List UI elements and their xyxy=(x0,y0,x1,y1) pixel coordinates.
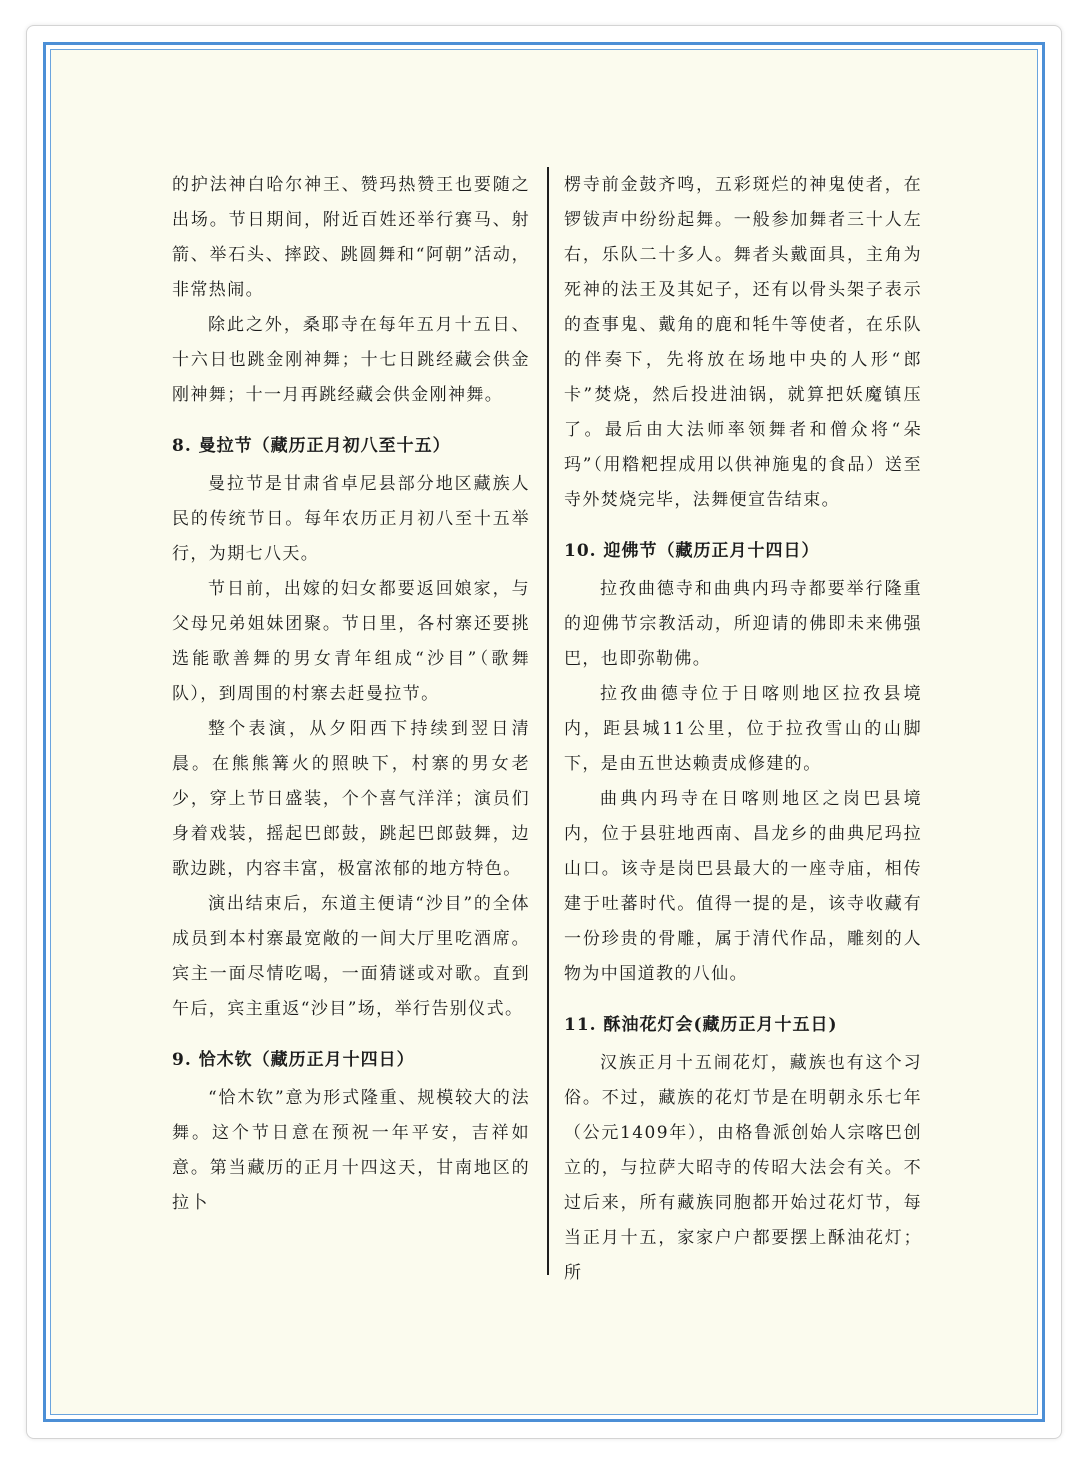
section-heading-10: 10. 迎佛节（藏历正月十四日） xyxy=(564,541,820,561)
left-paragraph-7: “恰木钦”意为形式隆重、规模较大的法舞。这个节日意在预祝一年平安，吉祥如意。第当藏历的正月十四这天，甘南地区的拉卜 xyxy=(172,1088,530,1213)
right-paragraph-2: 拉孜曲德寺和曲典内玛寺都要举行隆重的迎佛节宗教活动，所迎请的佛即未来佛强巴，也即弥勒佛。 xyxy=(564,579,922,669)
section-heading-11: 11. 酥油花灯会(藏历正月十五日) xyxy=(564,1015,838,1035)
left-paragraph-5: 整个表演，从夕阳西下持续到翌日清晨。在熊熊篝火的照映下，村寨的男女老少，穿上节日盛装，个个喜气洋洋；演员们身着戏装，摇起巴郎鼓，跳起巴郎鼓舞，边歌边跳，内容丰富，极富浓郁的地方特色。 xyxy=(172,719,530,879)
column-divider xyxy=(547,167,549,1275)
section-heading-9: 9. 恰木钦（藏历正月十四日） xyxy=(172,1050,415,1070)
left-paragraph-6: 演出结束后，东道主便请“沙目”的全体成员到本村寨最宽敞的一间大厅里吃酒席。宾主一面尽情吃喝，一面猜谜或对歌。直到午后，宾主重返“沙目”场，举行告别仪式。 xyxy=(172,894,530,1019)
right-column xyxy=(564,168,922,1291)
right-paragraph-5: 汉族正月十五闹花灯，藏族也有这个习俗。不过，藏族的花灯节是在明朝永乐七年（公元1409年），由格鲁派创始人宗喀巴创立的，与拉萨大昭寺的传昭大法会有关。不过后来，所有藏族同胞都开始过花灯节，每当正月十五，家家户户都要摆上酥油花灯；所 xyxy=(564,1053,922,1283)
right-paragraph-1: 楞寺前金鼓齐鸣，五彩斑烂的神鬼使者，在锣钹声中纷纷起舞。一般参加舞者三十人左右，乐队二十多人。舞者头戴面具，主角为死神的法王及其妃子，还有以骨头架子表示的查事鬼、戴角的鹿和牦牛等使者，在乐队的伴奏下，先将放在场地中央的人形“郎卡”焚烧，然后投进油锅，就算把妖魔镇压了。最后由大法师率领舞者和僧众将“朵玛”（用糌粑捏成用以供神施鬼的食品）送至寺外焚烧完毕，法舞便宣告结束。 xyxy=(564,175,922,510)
left-paragraph-2: 除此之外，桑耶寺在每年五月十五日、十六日也跳金刚神舞；十七日跳经藏会供金刚神舞；十一月再跳经藏会供金刚神舞。 xyxy=(172,315,530,405)
right-paragraph-4: 曲典内玛寺在日喀则地区之岗巴县境内，位于县驻地西南、昌龙乡的曲典尼玛拉山口。该寺是岗巴县最大的一座寺庙，相传建于吐蕃时代。值得一提的是，该寺收藏有一份珍贵的骨雕，属于清代作品，雕刻的人物为中国道教的八仙。 xyxy=(564,789,922,984)
left-column xyxy=(172,168,530,1221)
right-paragraph-3: 拉孜曲德寺位于日喀则地区拉孜县境内，距县城11公里，位于拉孜雪山的山脚下，是由五世达赖责成修建的。 xyxy=(564,684,922,774)
section-heading-8: 8. 曼拉节（藏历正月初八至十五） xyxy=(172,436,451,456)
left-paragraph-1: 的护法神白哈尔神王、赞玛热赞王也要随之出场。节日期间，附近百姓还举行赛马、射箭、举石头、摔跤、跳圆舞和“阿朝”活动，非常热闹。 xyxy=(172,175,530,300)
left-paragraph-3: 曼拉节是甘肃省卓尼县部分地区藏族人民的传统节日。每年农历正月初八至十五举行，为期七八天。 xyxy=(172,474,530,564)
left-paragraph-4: 节日前，出嫁的妇女都要返回娘家，与父母兄弟姐妹团聚。节日里，各村寨还要挑选能歌善舞的男女青年组成“沙目”（歌舞队），到周围的村寨去赶曼拉节。 xyxy=(172,579,530,704)
